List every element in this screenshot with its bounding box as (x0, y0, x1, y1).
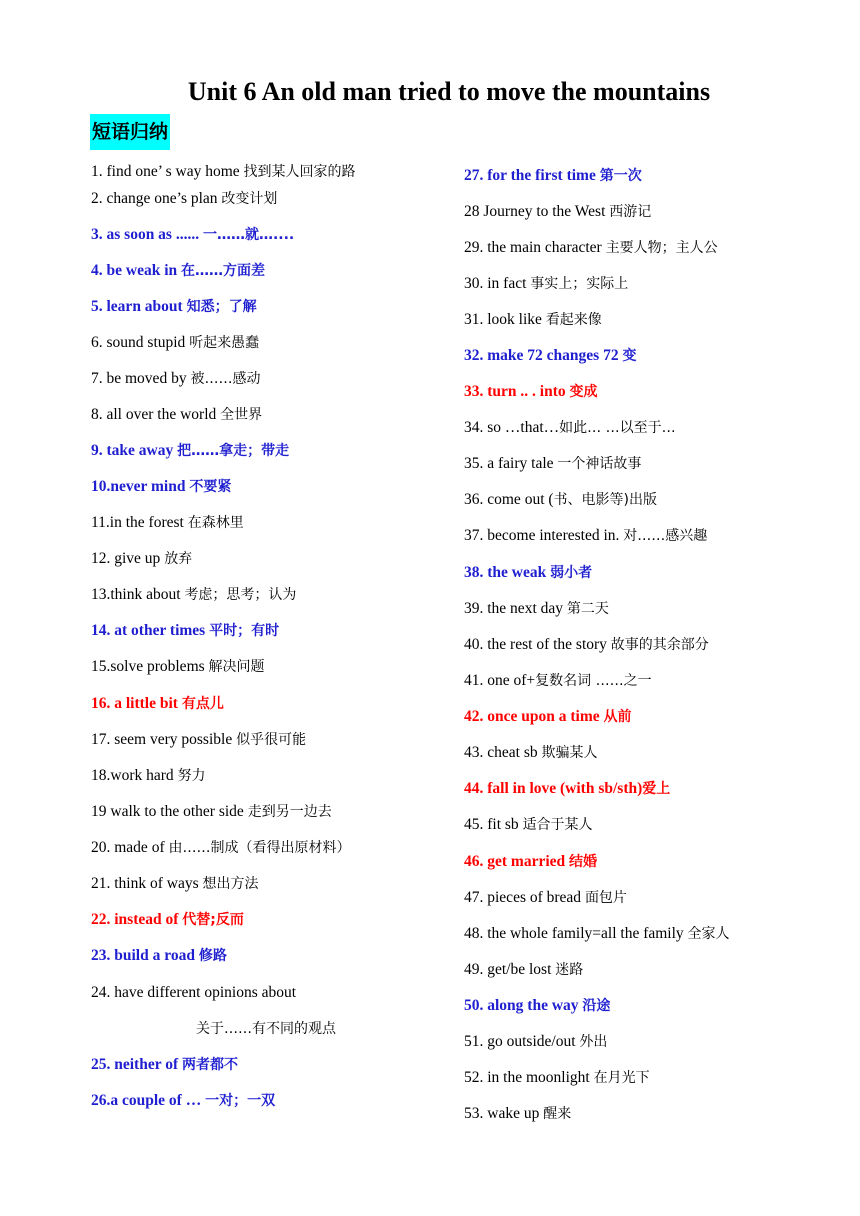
phrase-english: 47. pieces of bread (464, 889, 585, 906)
phrase-item (464, 274, 628, 294)
phrase-chinese: 欺骗某人 (541, 745, 598, 761)
phrase-item (464, 743, 597, 763)
phrase-english: 41. one of+ (464, 672, 536, 689)
phrase-english: 12. give up (91, 550, 165, 567)
phrase-continuation: 关于……有不同的观点 (196, 1021, 336, 1037)
phrase-item (464, 166, 642, 186)
phrase-chinese: 如此… …以至于… (559, 420, 676, 436)
section-heading: 短语归纳 (90, 114, 170, 150)
phrase-chinese: 一个神话故事 (557, 456, 642, 472)
phrase-chinese: 结婚 (569, 854, 598, 870)
phrase-english: 21. think of ways (91, 875, 203, 892)
phrase-chinese: 面包片 (584, 890, 627, 906)
phrase-english: 34. so …that… (464, 419, 560, 436)
phrase-chinese: 在月光下 (593, 1070, 650, 1086)
phrase-english: 13.think about (91, 586, 185, 603)
phrase-english: 27. for the first time (464, 167, 600, 184)
phrase-chinese: 由……制成（看得出原材料） (168, 840, 351, 856)
page-title: Unit 6 An old man tried to move the mountains (187, 77, 711, 106)
phrase-item (464, 1068, 650, 1088)
phrase-item (464, 418, 676, 438)
phrase-item (91, 477, 231, 497)
phrase-chinese: 考虑；思考；认为 (184, 587, 297, 603)
phrase-english: 39. the next day (464, 600, 567, 617)
phrase-chinese: 对……感兴趣 (623, 528, 708, 544)
phrase-item (464, 924, 730, 944)
phrase-chinese: 有点儿 (181, 696, 224, 712)
phrase-item (464, 852, 597, 872)
phrase-chinese: 事实上；实际上 (530, 276, 629, 292)
phrase-english: 50. along the way (464, 997, 583, 1014)
phrase-english: 15.solve problems (91, 658, 209, 675)
phrase-english: 35. a fairy tale (464, 455, 558, 472)
phrase-english: 31. look like (464, 311, 546, 328)
phrase-item (464, 202, 651, 222)
phrase-english: 1. find one’ s way home (91, 163, 244, 180)
phrase-english: 18.work hard (91, 767, 178, 784)
phrase-item (464, 563, 592, 583)
phrase-chinese: 努力 (177, 768, 206, 784)
phrase-item (464, 382, 598, 402)
phrase-english: 45. fit sb (464, 816, 523, 833)
phrase-chinese: 变成 (569, 384, 598, 400)
phrase-chinese: 西游记 (609, 204, 652, 220)
phrase-item (91, 405, 262, 425)
phrase-chinese: 走到另一边去 (247, 804, 332, 820)
phrase-item (91, 946, 227, 966)
phrase-item (91, 1055, 238, 1075)
phrase-item (91, 657, 265, 677)
phrase-english: 17. seem very possible (91, 731, 237, 748)
phrase-item (464, 599, 609, 619)
phrase-chinese: 似乎很可能 (236, 732, 307, 748)
phrase-item (464, 635, 709, 655)
phrase-item (464, 346, 636, 366)
phrase-english: 7. be moved by (91, 370, 191, 387)
phrase-item (464, 1032, 607, 1052)
phrase-item (91, 838, 350, 858)
phrase-item (464, 238, 718, 258)
phrase-english: 22. instead of (91, 911, 183, 928)
phrase-item (464, 671, 652, 691)
phrase-english: 28 Journey to the West (464, 203, 610, 220)
phrase-item (464, 779, 670, 799)
phrase-chinese: 想出方法 (202, 876, 259, 892)
phrase-english: 38. the weak (464, 564, 551, 581)
phrase-chinese: 变 (622, 348, 637, 364)
phrase-chinese: 全家人 (687, 926, 730, 942)
phrase-chinese: 平时；有时 (209, 623, 280, 639)
phrase-english: 19 walk to the other side (91, 803, 248, 820)
phrase-chinese: 找到某人回家的路 (243, 164, 356, 180)
phrase-item (91, 225, 294, 245)
phrase-item (91, 910, 244, 930)
phrase-english: 33. turn .. . into (464, 383, 570, 400)
phrase-item (464, 996, 610, 1016)
phrase-english: 16. a little bit (91, 695, 182, 712)
phrase-chinese: 主要人物；主人公 (605, 240, 718, 256)
phrase-item (91, 189, 277, 209)
phrase-chinese: 知悉；了解 (186, 299, 257, 315)
phrase-item (464, 490, 657, 510)
phrase-chinese: 改变计划 (221, 191, 278, 207)
phrase-item (464, 707, 632, 727)
phrase-english: 4. be weak in (91, 262, 181, 279)
phrase-chinese: 一对；一双 (205, 1093, 276, 1109)
phrase-english: 53. wake up (464, 1105, 544, 1122)
phrase-chinese: 被……感动 (190, 371, 261, 387)
phrase-english: 26.a couple of … (91, 1092, 206, 1109)
phrase-english: 10.never mind (91, 478, 190, 495)
phrase-chinese: 故事的其余部分 (610, 637, 709, 653)
phrase-item (464, 815, 593, 835)
phrase-item (464, 310, 602, 330)
phrase-item (91, 513, 244, 533)
phrase-english: 40. the rest of the story (464, 636, 611, 653)
phrase-english: 24. have different opinions about (91, 984, 297, 1001)
phrase-chinese: 书、电影等)出版 (553, 492, 658, 508)
phrase-chinese: 适合于某人 (522, 817, 593, 833)
phrase-chinese: 爱上 (642, 781, 671, 797)
phrase-chinese: 在……方面差 (181, 263, 265, 279)
phrase-english: 25. neither of (91, 1056, 182, 1073)
phrase-english: 9. take away (91, 442, 178, 459)
phrase-item (91, 441, 289, 461)
phrase-item (91, 802, 332, 822)
phrase-english: 43. cheat sb (464, 744, 542, 761)
phrase-item (464, 1104, 571, 1124)
phrase-item (91, 549, 192, 569)
phrase-item (91, 333, 259, 353)
phrase-english: 32. make 72 changes 72 (464, 347, 623, 364)
phrase-chinese: 解决问题 (208, 659, 265, 675)
phrase-chinese: 一……就….... (202, 227, 295, 243)
phrase-english: 29. the main character (464, 239, 606, 256)
phrase-chinese: 两者都不 (181, 1057, 238, 1073)
phrase-english: 23. build a road (91, 947, 199, 964)
phrase-chinese: 看起来像 (545, 312, 602, 328)
phrase-english: 8. all over the world (91, 406, 221, 423)
phrase-chinese: 全世界 (220, 407, 263, 423)
phrase-english: 36. come out ( (464, 491, 554, 508)
phrase-chinese: 迷路 (555, 962, 584, 978)
phrase-chinese: 第一次 (599, 168, 642, 184)
phrase-chinese: 弱小者 (550, 565, 593, 581)
phrase-english: 2. change one’s plan (91, 190, 222, 207)
phrase-item (91, 730, 306, 750)
phrase-english: 6. sound stupid (91, 334, 190, 351)
phrase-english: 11.in the forest (91, 514, 188, 531)
phrase-english: 42. once upon a time (464, 708, 604, 725)
phrase-item (91, 694, 224, 714)
phrase-english: 44. fall in love (with sb/sth) (464, 780, 643, 797)
phrase-item (91, 874, 259, 894)
phrase-english: 5. learn about (91, 298, 187, 315)
phrase-item (91, 261, 265, 281)
phrase-english: 30. in fact (464, 275, 531, 292)
phrase-english: 37. become interested in. (464, 527, 624, 544)
phrase-english: 49. get/be lost (464, 961, 556, 978)
phrase-english: 20. made of (91, 839, 169, 856)
phrase-chinese: 听起来愚蠢 (189, 335, 260, 351)
phrase-chinese: 在森林里 (187, 515, 244, 531)
phrase-chinese: 醒来 (543, 1106, 572, 1122)
phrase-english: 51. go outside/out (464, 1033, 580, 1050)
phrase-item (91, 297, 257, 317)
phrase-item (91, 1091, 275, 1111)
phrase-chinese: 从前 (603, 709, 632, 725)
phrase-item (464, 960, 583, 980)
phrase-item (91, 766, 206, 786)
phrase-item (464, 454, 641, 474)
phrase-chinese: 第二天 (566, 601, 609, 617)
phrase-chinese: 代替;反而 (182, 912, 244, 928)
phrase-item (91, 621, 279, 641)
phrase-english: 46. get married (464, 853, 570, 870)
phrase-item (464, 888, 627, 908)
phrase-chinese: 放弃 (164, 551, 193, 567)
phrase-chinese: 把……拿走；带走 (177, 443, 290, 459)
phrase-english: 48. the whole family=all the family (464, 925, 688, 942)
phrase-english: 3. as soon as ...... (91, 226, 203, 243)
phrase-item (91, 162, 356, 182)
phrase-english: 52. in the moonlight (464, 1069, 594, 1086)
phrase-item (91, 369, 260, 389)
phrase-item (91, 983, 296, 1003)
phrase-chinese: 外出 (579, 1034, 608, 1050)
phrase-english: 14. at other times (91, 622, 210, 639)
phrase-chinese: 修路 (198, 948, 227, 964)
phrase-item (464, 526, 707, 546)
phrase-item (91, 585, 296, 605)
phrase-chinese: 不要紧 (189, 479, 232, 495)
phrase-chinese: 复数名词 ……之一 (535, 673, 652, 689)
phrase-chinese: 沿途 (582, 998, 611, 1014)
